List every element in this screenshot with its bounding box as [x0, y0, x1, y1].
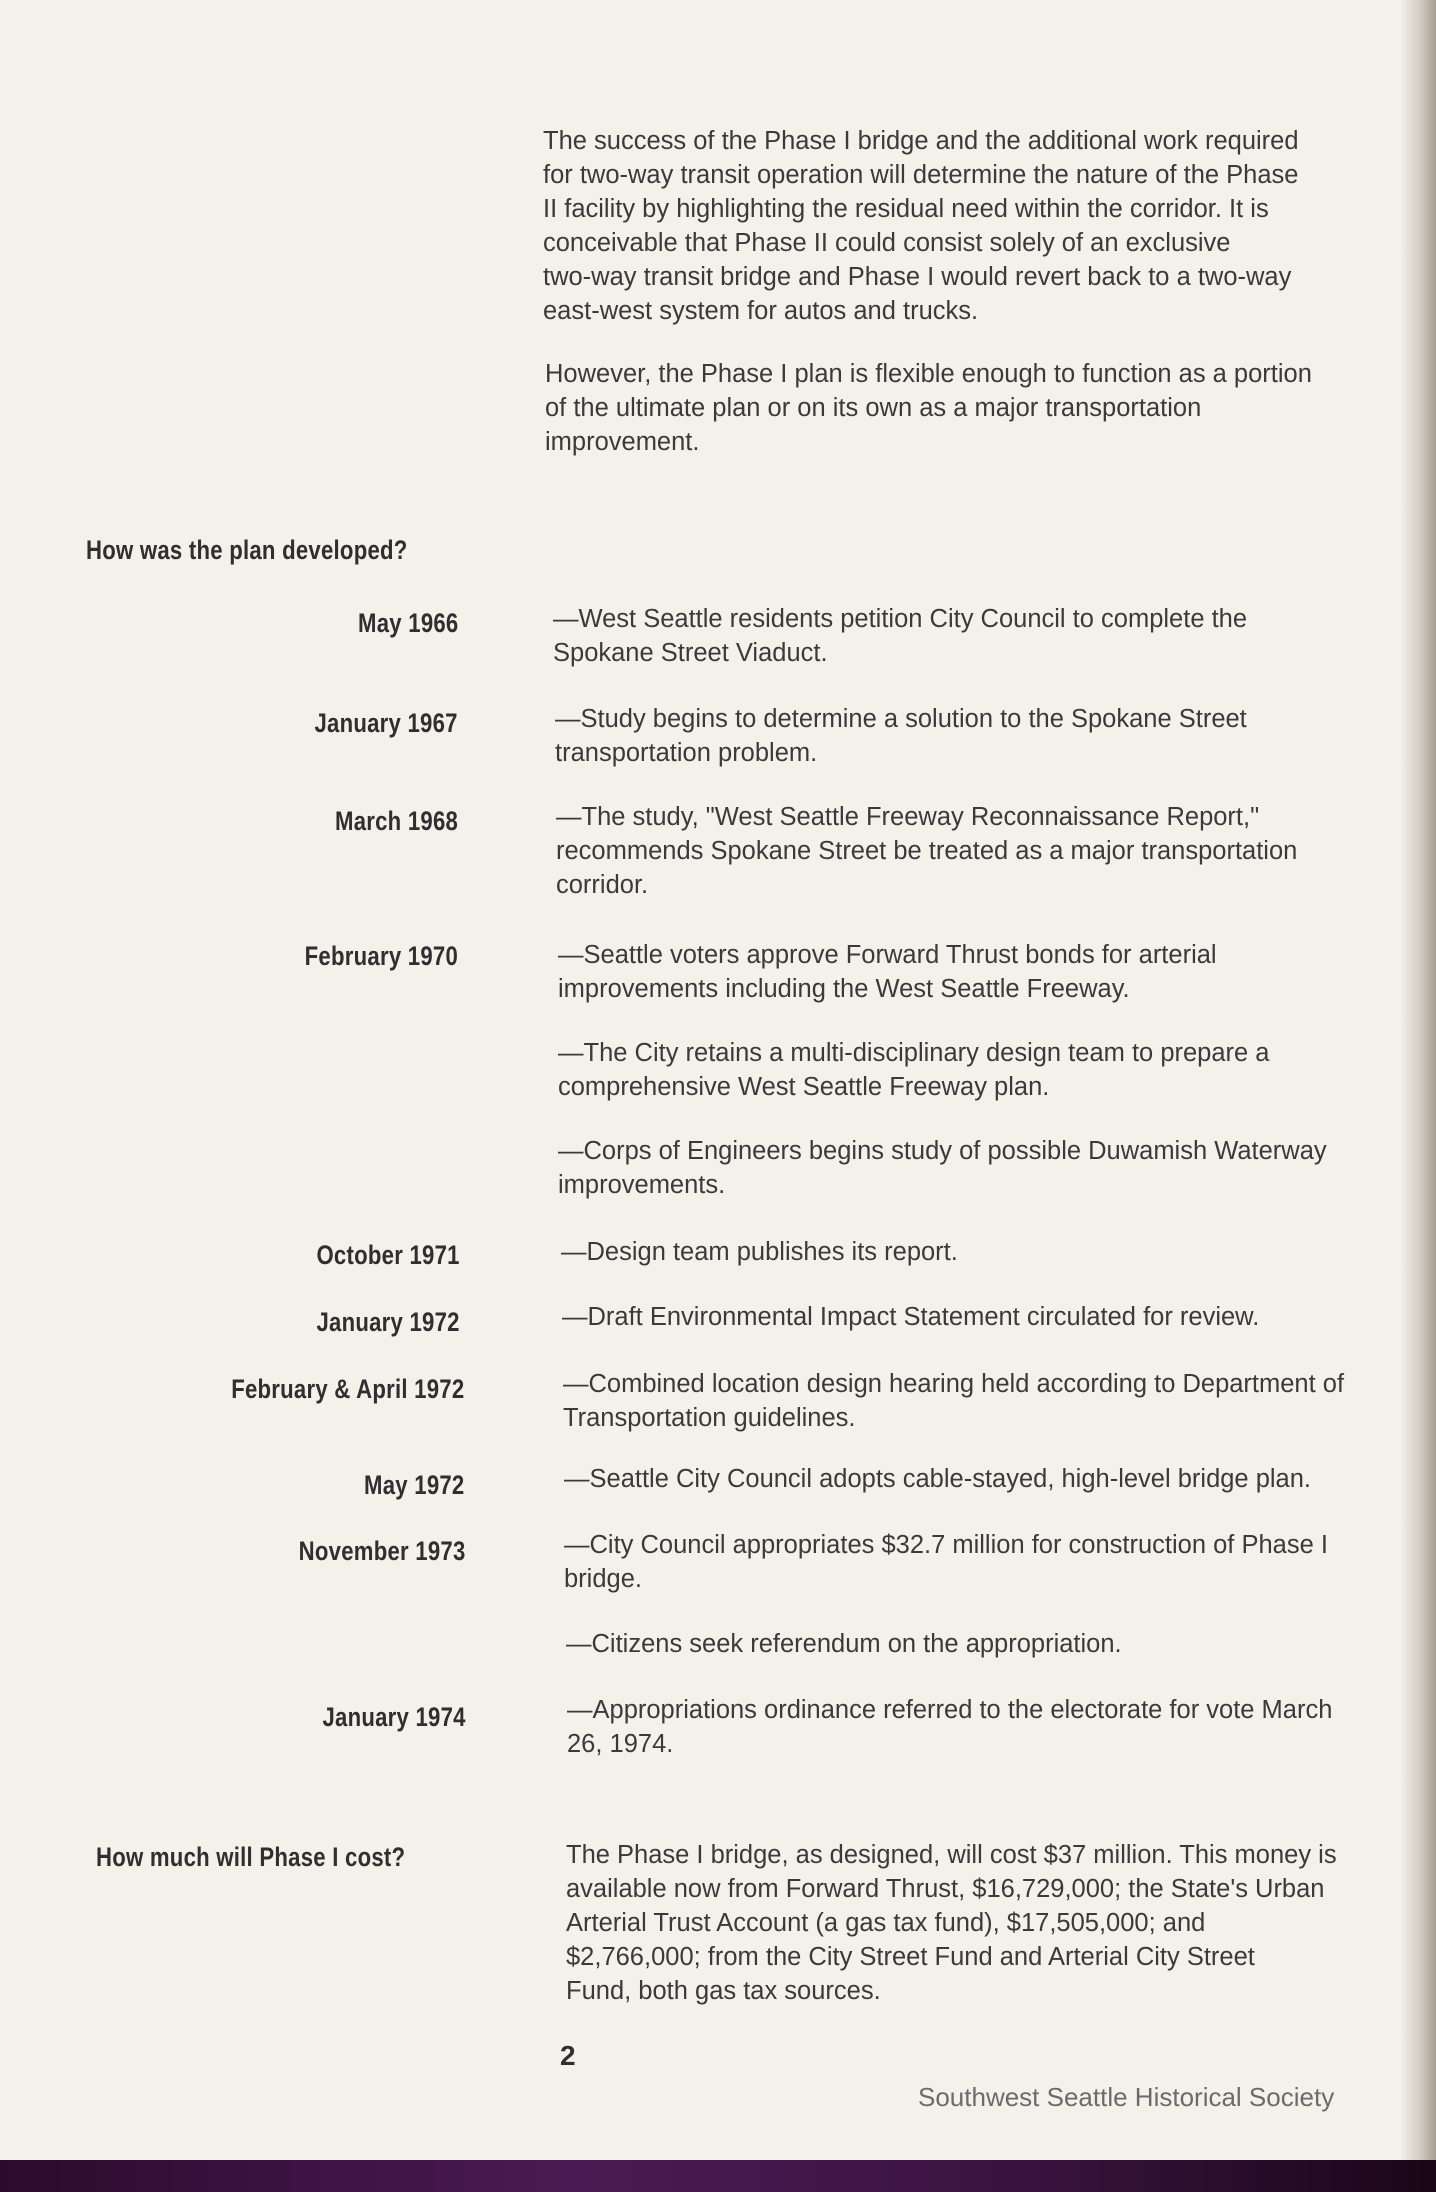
text-line: Transportation guidelines.: [563, 1404, 856, 1432]
text-line: bridge.: [564, 1565, 642, 1593]
text-line: Spokane Street Viaduct.: [553, 639, 828, 667]
timeline-date: February 1970: [304, 941, 458, 971]
intro-paragraph-1: [543, 124, 1436, 328]
text-line: II facility by highlighting the residual need within the corridor. It is: [543, 195, 1269, 223]
section-heading-phase-cost: How much will Phase I cost?: [96, 1842, 406, 1872]
text-line: corridor.: [556, 871, 649, 899]
text-line: —Design team publishes its report.: [561, 1238, 958, 1266]
text-line: $2,766,000; from the City Street Fund and Arterial City Street: [566, 1943, 1255, 1971]
text-line: —Study begins to determine a solution to the Spokane Street: [555, 705, 1247, 733]
background-fabric: [0, 2160, 1436, 2192]
timeline-entry: [553, 602, 1436, 670]
text-line: comprehensive West Seattle Freeway plan.: [558, 1073, 1050, 1101]
text-line: Arterial Trust Account (a gas tax fund), $17,505,000; and: [566, 1909, 1206, 1937]
timeline-entry: [555, 702, 1436, 770]
text-line: The Phase I bridge, as designed, will cost $37 million. This money is: [566, 1841, 1337, 1869]
text-line: improvements.: [558, 1171, 726, 1199]
text-line: —Seattle voters approve Forward Thrust bonds for arterial: [558, 941, 1217, 969]
timeline-date: January 1967: [314, 708, 458, 738]
text-line: of the ultimate plan or on its own as a major transportation: [545, 394, 1202, 422]
timeline-entry: [567, 1693, 1436, 1761]
timeline-date: January 1972: [316, 1307, 460, 1337]
timeline-date: May 1966: [357, 608, 458, 638]
section-heading-plan-developed: How was the plan developed?: [86, 535, 408, 565]
text-line: The success of the Phase I bridge and the additional work required: [543, 127, 1299, 155]
text-line: —The study, "West Seattle Freeway Reconnaissance Report,": [556, 803, 1260, 831]
text-line: —City Council appropriates $32.7 million for construction of Phase I: [564, 1531, 1328, 1559]
timeline-entry: [561, 1235, 1436, 1269]
timeline-date: February & April 1972: [230, 1374, 464, 1404]
timeline-entry: [556, 800, 1436, 902]
text-line: available now from Forward Thrust, $16,729,000; the State's Urban: [566, 1875, 1325, 1903]
timeline-date: January 1974: [322, 1702, 466, 1732]
text-line: —Seattle City Council adopts cable-stayed, high-level bridge plan.: [564, 1465, 1311, 1493]
timeline-entry: [558, 1134, 1436, 1202]
cost-paragraph: [566, 1838, 1436, 2008]
timeline-entry: [562, 1300, 1436, 1334]
text-line: recommends Spokane Street be treated as a major transportation: [556, 837, 1298, 865]
timeline-entry: [566, 1627, 1436, 1661]
text-line: —Corps of Engineers begins study of possible Duwamish Waterway: [558, 1137, 1327, 1165]
page-number: 2: [560, 2040, 576, 2071]
text-line: 26, 1974.: [567, 1730, 674, 1758]
text-line: However, the Phase I plan is flexible enough to function as a portion: [545, 360, 1312, 388]
text-line: improvement.: [545, 428, 700, 456]
text-line: Fund, both gas tax sources.: [566, 1977, 881, 2005]
timeline-entry: [564, 1528, 1436, 1596]
text-line: conceivable that Phase II could consist solely of an exclusive: [543, 229, 1231, 257]
intro-paragraph-2: [545, 357, 1436, 459]
watermark: Southwest Seattle Historical Society: [918, 2082, 1335, 2112]
text-line: transportation problem.: [555, 739, 818, 767]
page-edge-shadow: [1400, 0, 1436, 2160]
text-line: —The City retains a multi-disciplinary design team to prepare a: [558, 1039, 1270, 1067]
text-line: —Appropriations ordinance referred to the electorate for vote March: [567, 1696, 1333, 1724]
text-line: improvements including the West Seattle Freeway.: [558, 975, 1130, 1003]
timeline-entry: [563, 1367, 1436, 1435]
timeline-date: March 1968: [334, 806, 458, 836]
text-line: —Combined location design hearing held according to Department of: [563, 1370, 1345, 1398]
text-line: east-west system for autos and trucks.: [543, 297, 979, 325]
text-line: for two-way transit operation will determine the nature of the Phase: [543, 161, 1299, 189]
timeline-date: October 1971: [316, 1240, 460, 1270]
text-line: two-way transit bridge and Phase I would revert back to a two-way: [543, 263, 1292, 291]
timeline-entry: [564, 1462, 1436, 1496]
timeline-entry: [558, 1036, 1436, 1104]
timeline-date: November 1973: [299, 1536, 466, 1566]
timeline-date: May 1972: [363, 1470, 464, 1500]
text-line: —West Seattle residents petition City Council to complete the: [553, 605, 1248, 633]
timeline-entry: [558, 938, 1436, 1006]
text-line: —Draft Environmental Impact Statement circulated for review.: [562, 1303, 1260, 1331]
text-line: —Citizens seek referendum on the appropriation.: [566, 1630, 1122, 1658]
